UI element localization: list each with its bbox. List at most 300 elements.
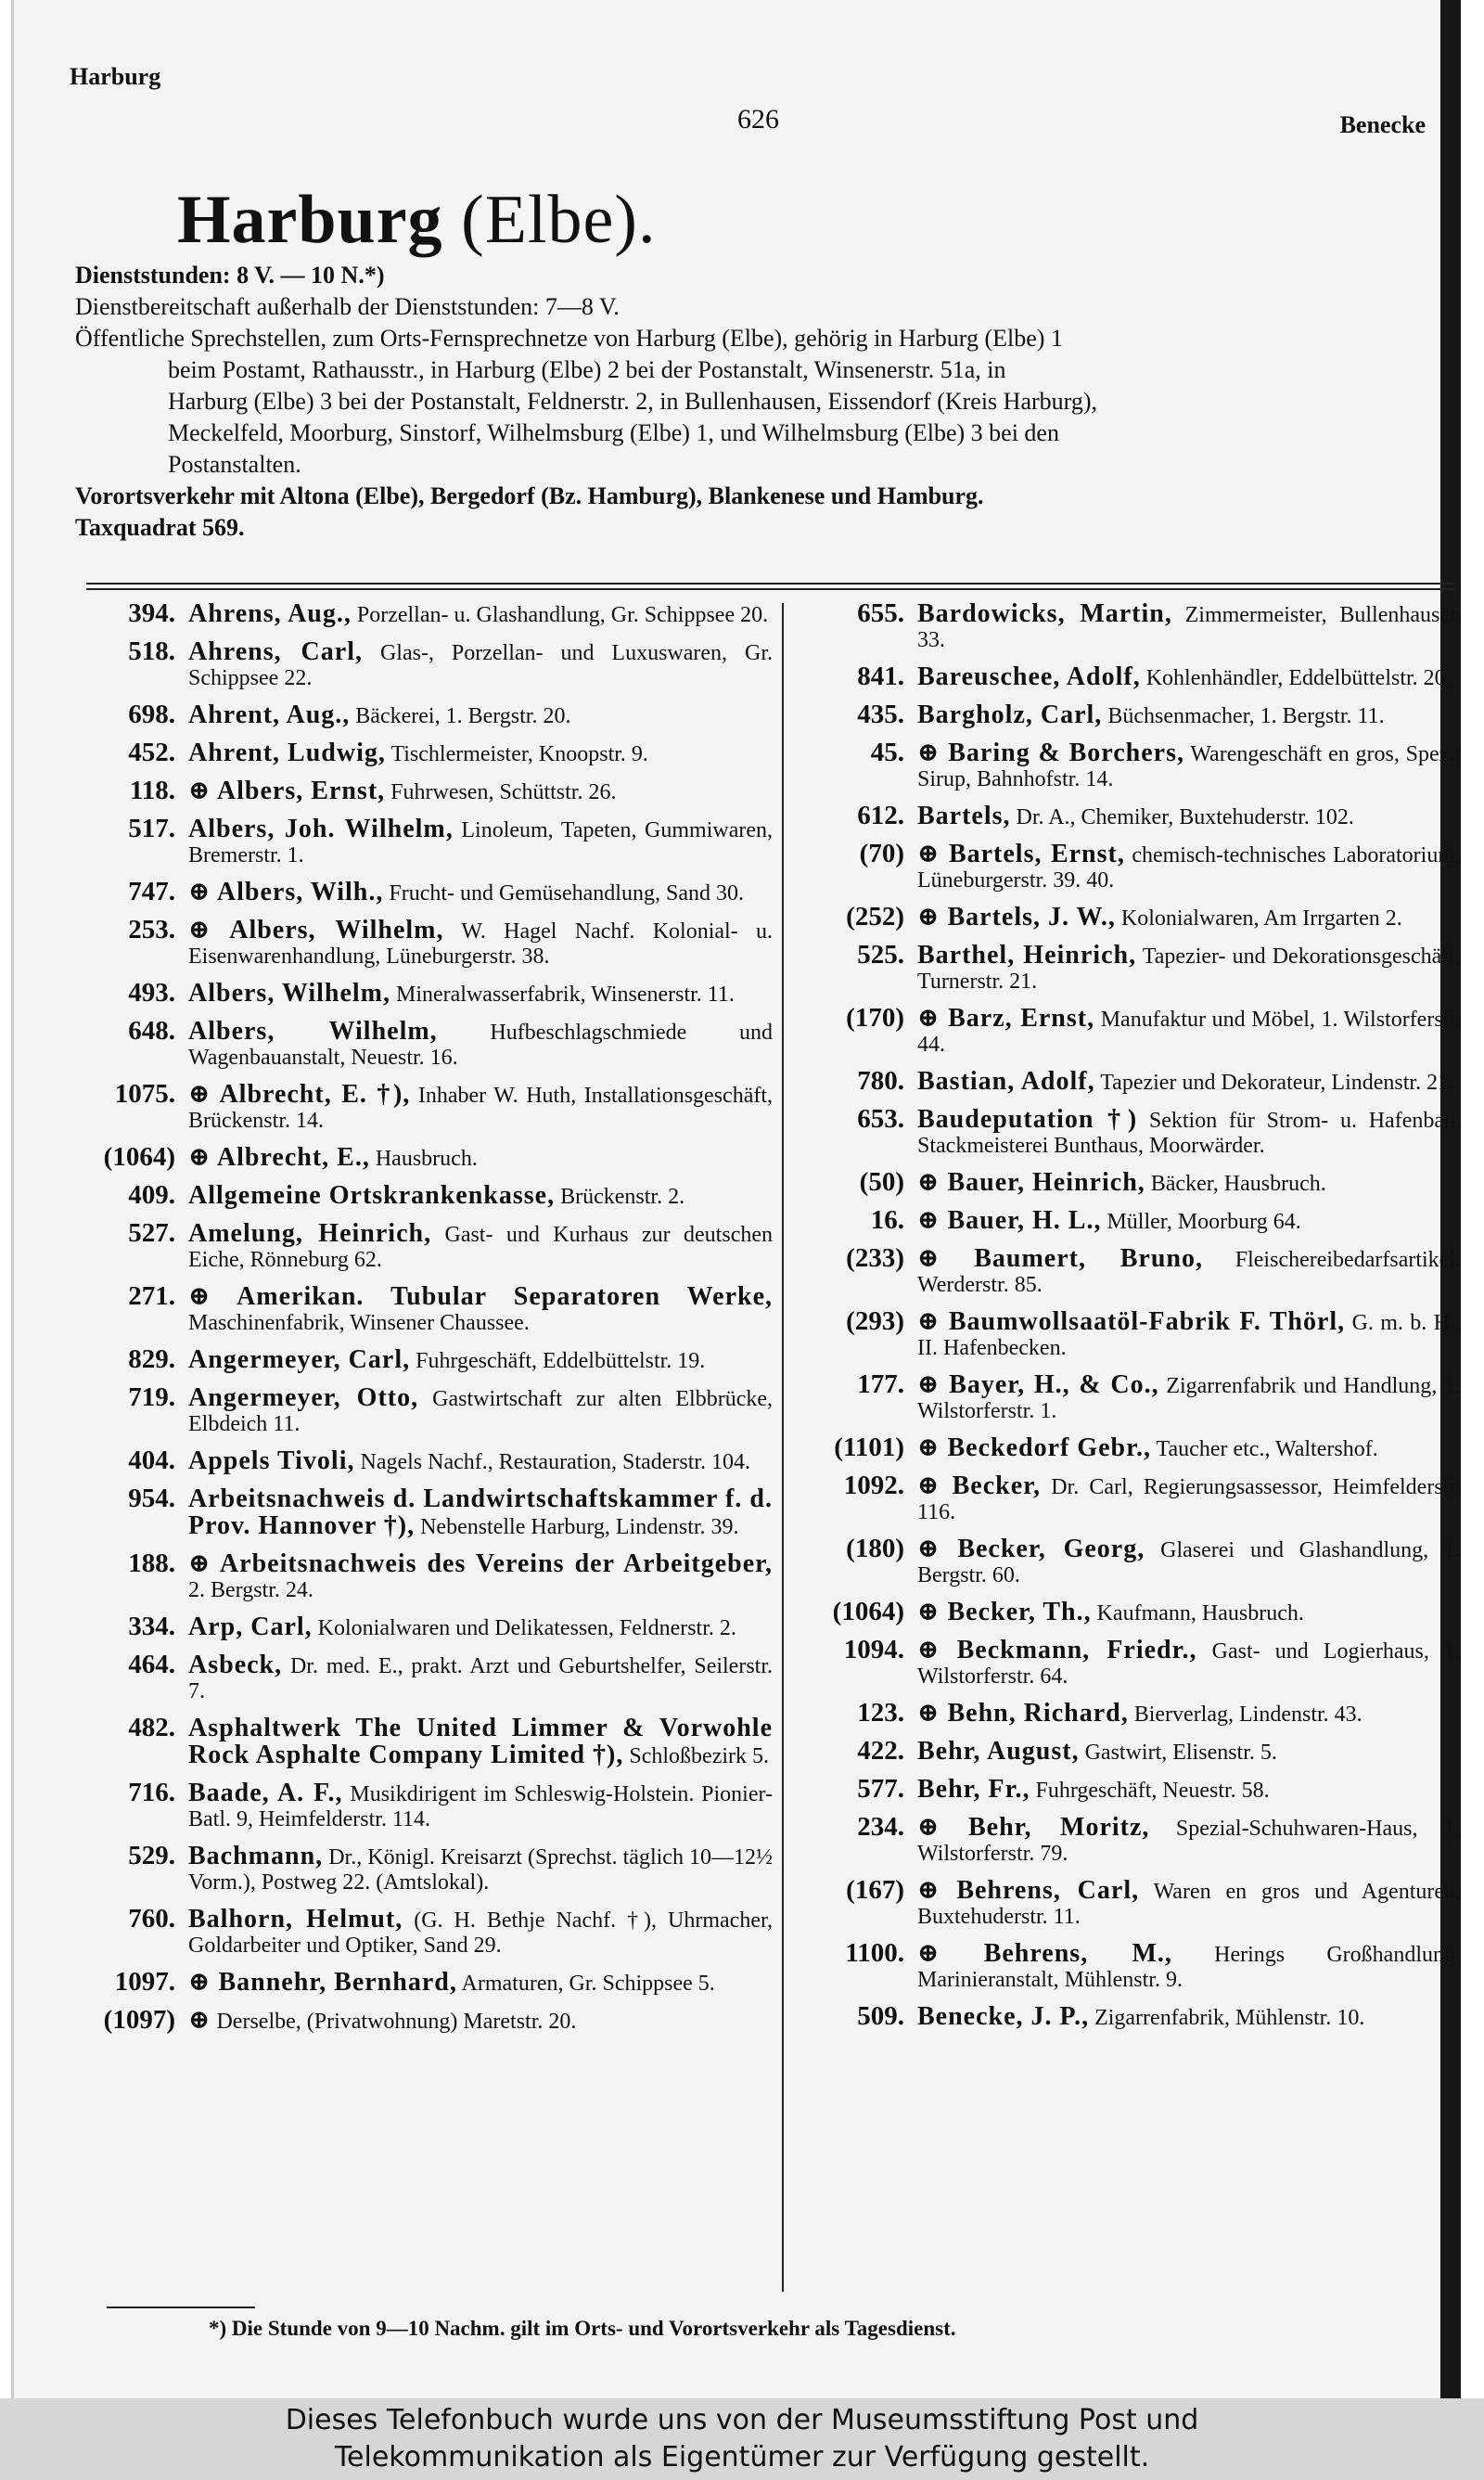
- subscriber-name: ⊕ Bauer, H. L.,: [917, 1206, 1102, 1235]
- phone-number: (252): [846, 902, 904, 932]
- subscriber-details: Tapezier und Dekorateur, Lindenstr. 21.: [1100, 1071, 1455, 1095]
- listing-entry: [86, 1079, 773, 1134]
- listing-entry: [802, 1369, 1462, 1424]
- subscriber-name: Bastian, Adolf,: [917, 1067, 1095, 1096]
- listing-entry: [86, 598, 773, 628]
- listing-text: [917, 803, 1461, 830]
- subscriber-name: Balhorn, Helmut,: [188, 1905, 403, 1934]
- subscriber-name: Allgemeine Ortskrankenkasse,: [188, 1181, 556, 1210]
- tax-square: Taxquadrat 569.: [75, 514, 245, 541]
- listing-entry: [86, 978, 773, 1008]
- left-column-listings: [86, 598, 774, 2046]
- listing-entry: [86, 1218, 773, 1273]
- subscriber-details: 2. Bergstr. 24.: [188, 1578, 313, 1602]
- subscriber-details: Warengeschäft en gros, Spez.: Sirup, Bahnhofstr. 14.: [917, 742, 1461, 791]
- listing-text: [188, 778, 773, 805]
- subscriber-details: Dr., Königl. Kreisarzt (Sprechst. täglich 10—12½ Vorm.), Postweg 22. (Amtslokal).: [188, 1845, 773, 1895]
- listing-text: [917, 1006, 1461, 1058]
- listing-entry: [86, 1904, 774, 1959]
- subscriber-details: Fleischereibedarfsartikel. Werderstr. 85.: [917, 1248, 1461, 1297]
- subscriber-name: Bareuschee, Adolf,: [917, 662, 1141, 691]
- listing-entry: [802, 902, 1461, 932]
- listing-entry: [802, 1167, 1461, 1197]
- city-name: Harburg: [177, 182, 443, 258]
- subscriber-details: Kolonialwaren und Delikatessen, Feldnerstr. 2.: [317, 1616, 736, 1640]
- subscriber-name: ⊕ Behn, Richard,: [917, 1699, 1129, 1728]
- subscriber-name: ⊕ Bauer, Heinrich,: [917, 1168, 1145, 1197]
- phone-number: 780.: [857, 1066, 904, 1096]
- listing-entry: [86, 1016, 774, 1071]
- listing-entry: [802, 1435, 1461, 1462]
- listing-text: [188, 1448, 773, 1475]
- phone-number: 841.: [857, 662, 904, 691]
- subscriber-details: Nagels Nachf., Restauration, Staderstr. 104.: [360, 1450, 751, 1474]
- listing-entry: [802, 1104, 1462, 1159]
- listing-entry: [86, 1841, 773, 1895]
- city-title: [177, 182, 1457, 258]
- subscriber-details: Zigarrenfabrik, Mühlenstr. 10.: [1094, 2006, 1365, 2030]
- subscriber-name: ⊕ Albers, Wilh.,: [188, 878, 384, 906]
- subscriber-name: ⊕ Beckmann, Friedr.,: [917, 1636, 1197, 1664]
- listing-text: [188, 918, 773, 970]
- phone-number: 509.: [857, 2001, 904, 2031]
- subscriber-name: ⊕ Albrecht, E.,: [188, 1143, 370, 1172]
- subscriber-details: (G. H. Bethje Nachf. †), Uhrmacher, Goldarbeiter und Optiker, Sand 29.: [188, 1908, 774, 1958]
- subscriber-name: ⊕ Arbeitsnachweis des Vereins der Arbeitgeber,: [188, 1549, 773, 1578]
- listing-entry: [802, 1473, 1461, 1525]
- listing-text: [917, 1246, 1461, 1298]
- subscriber-details: Spezial-Schuhwaren-Haus, 1. Wilstorferstr. 79.: [917, 1817, 1462, 1866]
- listing-text: [917, 1170, 1461, 1197]
- subscriber-name: Angermeyer, Carl,: [188, 1345, 411, 1374]
- listing-entry: [86, 915, 773, 970]
- listing-text: [188, 1486, 773, 1540]
- listing-text: [917, 1107, 1461, 1159]
- suburban-traffic: Vorortsverkehr mit Altona (Elbe), Bergedorf (Bz. Hamburg), Blankenese und Hamburg.: [75, 482, 984, 509]
- phone-number: (293): [846, 1306, 904, 1336]
- subscriber-name: ⊕ Albrecht, E. †),: [188, 1080, 411, 1109]
- listing-text: [917, 1600, 1461, 1626]
- subscriber-details: Brückenstr. 2.: [560, 1185, 685, 1209]
- subscriber-details: Taucher etc., Waltershof.: [1156, 1437, 1378, 1461]
- page-number: 626: [737, 104, 779, 135]
- phone-number: 719.: [128, 1382, 175, 1412]
- phone-number: 334.: [128, 1612, 175, 1641]
- listing-entry: [802, 1003, 1462, 1058]
- subscriber-details: Fuhrwesen, Schüttstr. 26.: [390, 780, 617, 804]
- running-head-left: Harburg: [70, 63, 161, 90]
- subscriber-name: ⊕ Barz, Ernst,: [917, 1004, 1095, 1033]
- listing-entry: [86, 1715, 773, 1769]
- subscriber-details: Fuhrgeschäft, Eddelbüttelstr. 19.: [416, 1349, 706, 1373]
- listing-entry: [802, 1875, 1462, 1930]
- subscriber-details: Maschinenfabrik, Winsener Chaussee.: [188, 1311, 530, 1335]
- listing-entry: [86, 1180, 773, 1210]
- subscriber-name: Baade, A. F.,: [188, 1779, 343, 1807]
- listing-entry: [802, 1698, 1461, 1728]
- running-head-right: Benecke: [1339, 111, 1426, 138]
- phone-number: 435.: [857, 700, 904, 729]
- listing-text: [917, 1739, 1461, 1766]
- subscriber-name: Appels Tivoli,: [188, 1446, 355, 1475]
- column-divider: [782, 603, 784, 2292]
- subscriber-details: Waren en gros und Agenturen, Buxtehuderstr. 11.: [917, 1880, 1462, 1929]
- subscriber-details: Fuhrgeschäft, Neuestr. 58.: [1035, 1779, 1270, 1803]
- listing-entry: [802, 1774, 1461, 1804]
- listing-text: [188, 740, 773, 767]
- listing-text: [188, 1183, 773, 1210]
- subscriber-details: Gast- und Kurhaus zur deutschen Eiche, Rönneburg 62.: [188, 1223, 773, 1272]
- listing-text: [188, 1614, 773, 1641]
- listing-entry: [802, 702, 1461, 729]
- listing-text: [188, 1551, 773, 1603]
- listing-entry: [802, 2001, 1461, 2031]
- subscriber-details: Musikdirigent im Schleswig-Holstein. Pionier-Batl. 9, Heimfelderstr. 114.: [188, 1782, 774, 1831]
- subscriber-name: Ahrens, Carl,: [188, 637, 363, 666]
- phone-number: 118.: [129, 776, 175, 805]
- subscriber-details: Frucht- und Gemüsehandlung, Sand 30.: [389, 881, 744, 906]
- listing-text: [188, 981, 773, 1008]
- listing-text: [917, 1815, 1461, 1867]
- subscriber-details: Gastwirt, Elisenstr. 5.: [1084, 1741, 1277, 1765]
- listing-entry: [86, 1448, 773, 1475]
- phone-number: 253.: [128, 915, 175, 944]
- subscriber-name: Benecke, J. P.,: [917, 2002, 1090, 2031]
- listing-text: [917, 1536, 1461, 1588]
- listing-text: [188, 1780, 773, 1832]
- listing-text: [188, 1385, 773, 1437]
- listing-text: [917, 2004, 1461, 2031]
- listing-entry: [86, 1382, 773, 1437]
- subscriber-name: ⊕ Bayer, H., & Co.,: [917, 1370, 1159, 1399]
- subscriber-name: ⊕ Amerikan. Tubular Separatoren Werke,: [188, 1282, 773, 1311]
- footnote-rule: [107, 2307, 255, 2308]
- subscriber-name: Angermeyer, Otto,: [188, 1383, 419, 1412]
- subscriber-name: Bargholz, Carl,: [917, 700, 1103, 729]
- subscriber-name: Barthel, Heinrich,: [917, 941, 1137, 970]
- subscriber-details: Dr. Carl, Regierungsassessor, Heimfelderstr. 116.: [917, 1475, 1461, 1524]
- phone-number: 612.: [857, 801, 904, 830]
- double-rule-bottom: [86, 588, 1455, 590]
- phone-number: 493.: [128, 978, 175, 1008]
- subscriber-name: ⊕ Baring & Borchers,: [917, 739, 1184, 767]
- subscriber-details: Gast- und Logierhaus, 1. Wilstorferstr. 64.: [917, 1639, 1461, 1689]
- listing-text: [188, 880, 773, 906]
- listing-text: [917, 1435, 1461, 1462]
- subscriber-details: Porzellan- u. Glashandlung, Gr. Schippsee 20.: [356, 603, 769, 627]
- phone-number: 16.: [870, 1205, 904, 1235]
- subscriber-details: Büchsenmacher, 1. Bergstr. 11.: [1107, 704, 1385, 728]
- phone-number: 653.: [857, 1104, 904, 1134]
- subscriber-name: ⊕ Albers, Ernst,: [188, 777, 386, 805]
- subscriber-name: Bartels,: [917, 802, 1011, 830]
- service-hours: Dienststunden: 8 V. — 10 N.*): [75, 262, 385, 289]
- subscriber-name: Baudeputation †): [917, 1105, 1138, 1134]
- subscriber-details: Tapezier- und Dekorationsgeschäft, Turnerstr. 21.: [917, 944, 1461, 994]
- phone-number: 422.: [857, 1736, 904, 1766]
- subscriber-details: Hausbruch.: [375, 1147, 478, 1171]
- subscriber-name: ⊕ Becker, Georg,: [917, 1535, 1145, 1563]
- listing-entry: [86, 816, 773, 868]
- subscriber-details: Sektion für Strom- u. Hafenbau, Stackmeisterei Bunthaus, Moorwärder.: [917, 1109, 1462, 1158]
- subscriber-name: ⊕ Behrens, Carl,: [917, 1876, 1140, 1905]
- subscriber-details: Müller, Moorburg 64.: [1107, 1210, 1301, 1234]
- phone-number: 464.: [128, 1650, 175, 1679]
- listing-entry: [802, 1066, 1461, 1096]
- phone-number: 655.: [857, 598, 904, 628]
- phone-number: 177.: [857, 1369, 904, 1399]
- subscriber-name: Behr, August,: [917, 1737, 1080, 1766]
- listing-text: [188, 2008, 773, 2035]
- phone-number: 394.: [128, 598, 175, 628]
- listing-entry: [86, 1780, 773, 1832]
- listing-text: [188, 1715, 773, 1769]
- listing-text: [188, 1347, 773, 1374]
- phone-number: (1064): [832, 1597, 904, 1626]
- subscriber-name: ⊕ Albers, Wilhelm,: [188, 916, 444, 944]
- phone-number: (233): [846, 1243, 904, 1273]
- right-column-listings: [802, 598, 1462, 2042]
- listing-entry: [86, 1344, 773, 1374]
- subscriber-details: Herings Großhandlung, Marinieranstalt, Mühlenstr. 9.: [917, 1943, 1461, 1992]
- listing-entry: [802, 1306, 1461, 1361]
- subscriber-details: Linoleum, Tapeten, Gummiwaren, Bremerstr. 1.: [188, 818, 774, 867]
- phone-number: (1064): [103, 1142, 175, 1172]
- directory-page: [11, 0, 1461, 2398]
- phone-number: 404.: [128, 1446, 175, 1475]
- listing-entry: [86, 1548, 773, 1603]
- listing-text: [917, 1069, 1461, 1096]
- listing-text: [188, 1221, 773, 1273]
- public-stations-line-2: beim Postamt, Rathausstr., in Harburg (Elbe) 2 bei der Postanstalt, Winsenerstr. 51a, in: [168, 356, 1006, 383]
- listing-entry: [802, 1597, 1461, 1626]
- phone-number: 234.: [857, 1812, 904, 1842]
- subscriber-details: Kaufmann, Hausbruch.: [1096, 1601, 1304, 1625]
- phone-number: (1097): [103, 2005, 175, 2035]
- subscriber-name: ⊕ Baumert, Bruno,: [917, 1244, 1203, 1273]
- listing-text: [917, 1701, 1461, 1728]
- subscriber-name: ⊕ Behrens, M.,: [917, 1939, 1172, 1968]
- subscriber-details: Armaturen, Gr. Schippsee 5.: [461, 1972, 715, 1996]
- subscriber-name: Ahrens, Aug.,: [188, 599, 352, 628]
- subscriber-details: Gastwirtschaft zur alten Elbbrücke, Elbdeich 11.: [188, 1387, 773, 1436]
- listing-text: [917, 1372, 1461, 1424]
- subscriber-details: Inhaber W. Huth, Installationsgeschäft, Brückenstr. 14.: [188, 1084, 773, 1133]
- listing-entry: [802, 1635, 1461, 1690]
- subscriber-details: Hufbeschlagschmiede und Wagenbauanstalt, Neuestr. 16.: [188, 1021, 774, 1070]
- subscriber-name: Asbeck,: [188, 1651, 283, 1679]
- phone-number: 482.: [128, 1713, 175, 1742]
- subscriber-details: G. m. b. H., II. Hafenbecken.: [917, 1311, 1461, 1360]
- subscriber-name: ⊕ Behr, Moritz,: [917, 1813, 1150, 1842]
- phone-number: 1094.: [843, 1635, 904, 1664]
- listing-text: [188, 1652, 773, 1704]
- public-stations-line-4: Meckelfeld, Moorburg, Sinstorf, Wilhelmsburg (Elbe) 1, und Wilhelmsburg (Elbe) 3 bei den: [168, 419, 1059, 446]
- subscriber-details: Kohlenhändler, Eddelbüttelstr. 20.: [1145, 666, 1452, 690]
- listing-text: [917, 943, 1461, 995]
- listing-text: [188, 1145, 773, 1172]
- subscriber-name: ⊕ Bartels, Ernst,: [917, 840, 1125, 868]
- subscriber-details: Glaserei und Glashandlung, 1. Bergstr. 60.: [917, 1538, 1461, 1587]
- phone-number: 45.: [870, 738, 904, 767]
- listing-entry: [802, 740, 1461, 792]
- phone-number: (50): [859, 1167, 904, 1197]
- phone-number: 527.: [128, 1218, 175, 1248]
- listing-text: [188, 1970, 773, 1997]
- subscriber-name: Albers, Wilhelm,: [188, 979, 390, 1008]
- listing-text: [917, 1473, 1461, 1525]
- public-stations-line-5: Postanstalten.: [168, 451, 301, 478]
- listing-entry: [802, 803, 1461, 830]
- listing-entry: [802, 1536, 1461, 1588]
- subscriber-details: Bierverlag, Lindenstr. 43.: [1133, 1703, 1362, 1727]
- listing-text: [917, 1309, 1461, 1361]
- listing-entry: [802, 1243, 1461, 1298]
- phone-number: 954.: [128, 1484, 175, 1513]
- city-header-block: [75, 182, 1457, 544]
- listing-text: [917, 1878, 1461, 1930]
- phone-number: 698.: [128, 700, 175, 729]
- listing-entry: [86, 1281, 773, 1336]
- attribution-line-1: Dieses Telefonbuch wurde uns von der Museumsstiftung Post und: [285, 2404, 1199, 2436]
- phone-number: (170): [846, 1003, 904, 1033]
- phone-number: 188.: [128, 1548, 175, 1578]
- subscriber-name: ⊕ Bartels, J. W.,: [917, 903, 1116, 932]
- subscriber-name: Ahrent, Ludwig,: [188, 739, 386, 767]
- listing-text: [188, 1284, 773, 1336]
- listing-text: [917, 1941, 1461, 1993]
- city-subtitle: (Elbe).: [461, 182, 657, 258]
- listing-entry: [86, 2005, 773, 2035]
- phone-number: 123.: [857, 1698, 904, 1728]
- subscriber-name: Bardowicks, Martin,: [917, 599, 1172, 628]
- phone-number: (180): [846, 1534, 904, 1563]
- subscriber-details: Dr. med. E., prakt. Arzt und Geburtshelfer, Seilerstr. 7.: [188, 1654, 773, 1703]
- listing-entry: [802, 940, 1461, 995]
- footnote: *) Die Stunde von 9—10 Nachm. gilt im Orts- und Vorortsverkehr als Tagesdienst.: [209, 2317, 956, 2340]
- phone-number: 760.: [128, 1904, 175, 1934]
- phone-number: (70): [859, 839, 904, 868]
- phone-number: 577.: [857, 1774, 904, 1804]
- listing-entry: [86, 740, 773, 767]
- subscriber-name: ⊕ Bannehr, Bernhard,: [188, 1968, 457, 1997]
- subscriber-details: Glas-, Porzellan- und Luxuswaren, Gr. Schippsee 22.: [188, 641, 773, 690]
- phone-number: 409.: [128, 1180, 175, 1210]
- subscriber-name: Albers, Joh. Wilhelm,: [188, 815, 454, 843]
- subscriber-name: Albers, Wilhelm,: [188, 1017, 438, 1046]
- phone-number: 747.: [128, 877, 175, 906]
- attribution-banner: [0, 2398, 1484, 2480]
- subscriber-name: Behr, Fr.,: [917, 1775, 1030, 1804]
- public-stations-line-3: Harburg (Elbe) 3 bei der Postanstalt, Feldnerstr. 2, in Bullenhausen, Eissendorf (Kreis Harburg),: [168, 388, 1097, 415]
- phone-number: 1100.: [845, 1938, 904, 1968]
- subscriber-details: Bäckerei, 1. Bergstr. 20.: [355, 704, 571, 728]
- subscriber-details: Dr. A., Chemiker, Buxtehuderstr. 102.: [1016, 805, 1354, 829]
- subscriber-details: Zigarrenfabrik und Handlung, 1. Wilstorferstr. 1.: [917, 1374, 1462, 1423]
- subscriber-details: Manufaktur und Möbel, 1. Wilstorferstr. 44.: [917, 1008, 1462, 1057]
- subscriber-name: Arp, Carl,: [188, 1613, 313, 1641]
- subscriber-details: Schloßbezirk 5.: [629, 1744, 770, 1768]
- listing-text: [188, 1844, 773, 1895]
- listing-text: [188, 1907, 773, 1959]
- phone-number: 1092.: [843, 1471, 904, 1500]
- listing-entry: [86, 877, 773, 906]
- subscriber-details: W. Hagel Nachf. Kolonial- u. Eisenwarenhandlung, Lüneburgerstr. 38.: [188, 919, 773, 969]
- listing-text: [917, 664, 1461, 691]
- phone-number: 648.: [128, 1016, 175, 1046]
- listing-entry: [802, 1812, 1462, 1867]
- standby-hours: Dienstbereitschaft außerhalb der Dienststunden: 7—8 V.: [75, 293, 620, 320]
- listing-entry: [86, 1652, 773, 1704]
- listing-entry: [86, 1486, 773, 1540]
- subscriber-details: Tischlermeister, Knoopstr. 9.: [390, 742, 648, 766]
- phone-number: 716.: [128, 1778, 175, 1807]
- listing-entry: [802, 1938, 1461, 1993]
- public-stations-line-1: Öffentliche Sprechstellen, zum Orts-Fernsprechnetze von Harburg (Elbe), gehörig in Harburg (Elbe) 1: [75, 325, 1063, 352]
- listing-text: [188, 816, 773, 868]
- listing-text: [188, 1082, 773, 1134]
- listing-entry: [802, 1205, 1461, 1235]
- listing-text: [917, 1208, 1461, 1235]
- subscriber-name: ⊕: [188, 2006, 211, 2035]
- listing-entry: [86, 1142, 773, 1172]
- subscriber-details: Derselbe, (Privatwohnung) Maretstr. 20.: [216, 2010, 577, 2034]
- subscriber-name: ⊕ Baumwollsaatöl-Fabrik F. Thörl,: [917, 1307, 1346, 1336]
- phone-number: 1075.: [114, 1079, 175, 1109]
- listing-text: [188, 639, 773, 691]
- phone-number: 452.: [128, 738, 175, 767]
- phone-number: 525.: [857, 940, 904, 970]
- listing-entry: [86, 1614, 773, 1641]
- double-rule-top: [86, 583, 1455, 585]
- subscriber-details: Zimmermeister, Bullenhausen 33.: [917, 603, 1461, 652]
- listing-text: [917, 740, 1461, 792]
- listing-entry: [802, 598, 1461, 653]
- subscriber-name: Arbeitsnachweis d. Landwirtschaftskammer f. d. Prov. Hannover †),: [188, 1484, 773, 1540]
- subscriber-details: chemisch-technisches Laboratorium, Lüneburgerstr. 39. 40.: [917, 843, 1462, 893]
- subscriber-details: Bäcker, Hausbruch.: [1150, 1172, 1326, 1196]
- subscriber-details: Kolonialwaren, Am Irrgarten 2.: [1120, 906, 1402, 931]
- subscriber-name: ⊕ Beckedorf Gebr.,: [917, 1433, 1151, 1462]
- listing-text: [917, 1777, 1461, 1804]
- phone-number: 829.: [128, 1344, 175, 1374]
- phone-number: (1101): [834, 1433, 904, 1462]
- subscriber-name: ⊕ Becker,: [917, 1471, 1042, 1500]
- listing-text: [917, 1638, 1461, 1690]
- subscriber-name: Bachmann,: [188, 1842, 324, 1870]
- listing-text: [188, 1019, 773, 1071]
- listing-text: [917, 601, 1461, 653]
- subscriber-name: Ahrent, Aug.,: [188, 700, 351, 729]
- listing-entry: [802, 839, 1462, 893]
- attribution-line-2: Telekommunikation als Eigentümer zur Verfügung gestellt.: [334, 2441, 1150, 2474]
- subscriber-name: Amelung, Heinrich,: [188, 1219, 432, 1248]
- subscriber-name: ⊕ Becker, Th.,: [917, 1598, 1092, 1626]
- phone-number: (167): [846, 1875, 904, 1905]
- phone-number: 271.: [128, 1281, 175, 1311]
- listing-text: [917, 842, 1461, 893]
- listing-text: [188, 601, 773, 628]
- listing-entry: [802, 1736, 1461, 1766]
- listing-entry: [802, 664, 1461, 691]
- listing-entry: [86, 1967, 773, 1997]
- listing-text: [917, 702, 1461, 729]
- listing-entry: [86, 636, 773, 691]
- subscriber-details: Mineralwasserfabrik, Winsenerstr. 11.: [395, 983, 735, 1007]
- phone-number: 518.: [128, 636, 175, 666]
- listing-text: [917, 905, 1461, 932]
- subscriber-name: Asphaltwerk The United Limmer & Vorwohle Rock Asphalte Company Limited †),: [188, 1714, 773, 1769]
